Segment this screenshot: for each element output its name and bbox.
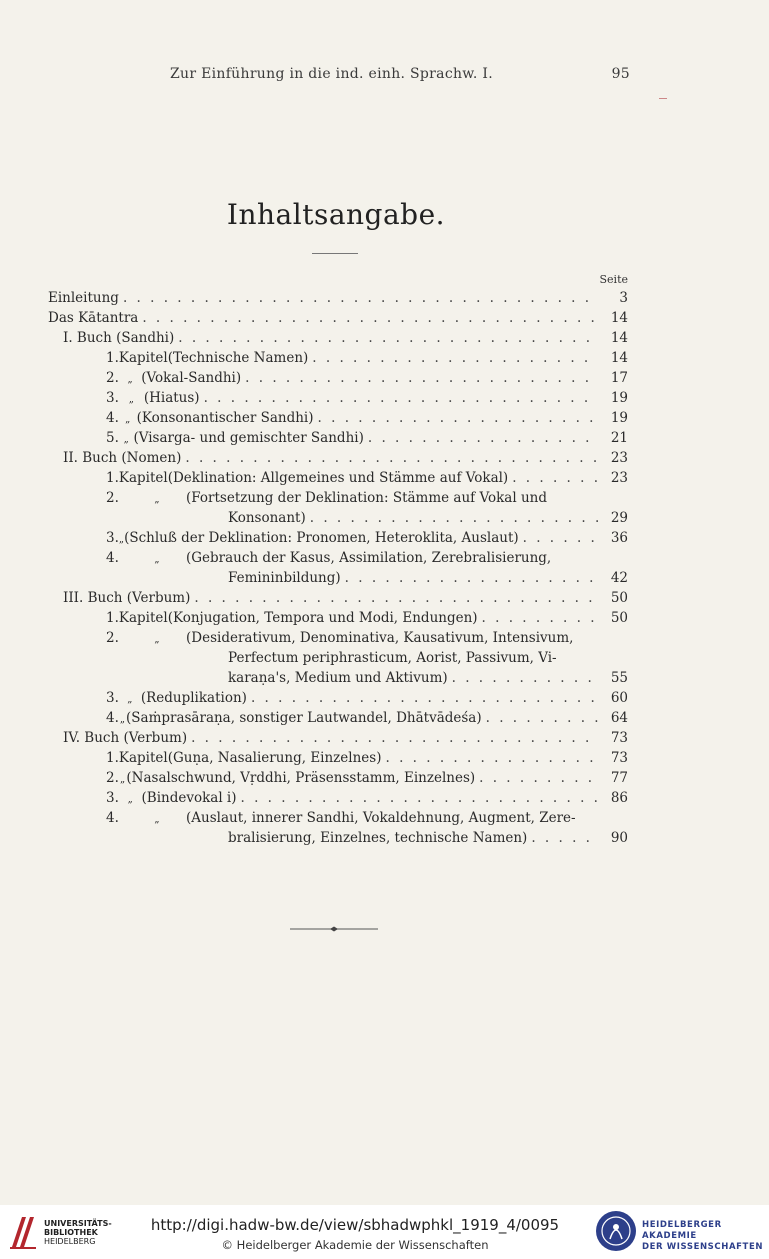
toc-page-number: 73 (610, 730, 628, 746)
toc-page-number: 60 (610, 690, 628, 706)
toc-entry (48, 448, 628, 468)
ditto-mark: „ (127, 794, 133, 805)
kapitel-word: Kapitel (118, 470, 168, 486)
toc-entry (48, 768, 628, 788)
toc-entry-label: (Desiderativum, Denominativa, Kausativum, Intensivum, (186, 630, 574, 646)
dot-leader (306, 508, 598, 528)
dot-leader (478, 608, 598, 628)
toc-entry (48, 708, 628, 728)
dot-leader (237, 788, 598, 808)
toc-entry-label: Konsonant) (228, 510, 306, 526)
ditto-mark: „ (118, 534, 125, 545)
dot-leader (508, 468, 598, 488)
toc-entry-label: (Konsonantischer Sandhi) (136, 410, 314, 426)
toc-entry-label: IV. Buch (Verbum) (63, 730, 188, 746)
chapter-number: 2. (106, 370, 119, 386)
toc-entry-label: Einleitung (48, 290, 119, 306)
kapitel-word: Kapitel (118, 750, 168, 766)
table-of-contents (48, 288, 628, 848)
toc-entry-label: (Nasalschwund, Vṛddhi, Präsensstamm, Einzelnes) (126, 770, 476, 786)
ditto-mark: „ (125, 414, 131, 425)
dot-leader (119, 288, 598, 308)
toc-entry-label: (Gebrauch der Kasus, Assimilation, Zerebralisierung, (186, 550, 552, 566)
toc-entry (48, 468, 628, 488)
dot-leader (181, 448, 598, 468)
toc-page-number: 14 (610, 310, 628, 326)
ditto-mark: „ (127, 694, 133, 705)
toc-page-number: 55 (610, 670, 628, 686)
chapter-number: 4. (106, 710, 119, 726)
dot-leader (174, 328, 598, 348)
toc-page-number: 14 (610, 350, 628, 366)
dot-leader (381, 748, 598, 768)
chapter-number: 3. (106, 790, 119, 806)
toc-entry (48, 348, 628, 368)
kapitel-word: Kapitel (118, 610, 168, 626)
academy-seal-icon (596, 1211, 636, 1251)
toc-entry (48, 508, 628, 528)
dot-leader (527, 828, 598, 848)
university-library-logo-icon (8, 1213, 38, 1251)
toc-entry (48, 548, 628, 568)
footer-bar (0, 1205, 769, 1259)
toc-entry (48, 368, 628, 388)
dot-leader (241, 368, 598, 388)
toc-entry-label: karaṇa's, Medium und Aktivum) (228, 670, 448, 686)
dot-leader (200, 388, 598, 408)
chapter-number: 3. (106, 390, 119, 406)
dot-leader (482, 708, 598, 728)
toc-entry (48, 728, 628, 748)
copyright-notice: © Heidelberger Akademie der Wissenschaften (221, 1238, 489, 1252)
page-number: 95 (611, 66, 630, 82)
dot-leader (190, 588, 598, 608)
toc-entry (48, 748, 628, 768)
toc-page-number: 90 (610, 830, 628, 846)
dot-leader (475, 768, 598, 788)
toc-entry-label: (Bindevokal i) (141, 790, 237, 806)
chapter-number: 1. (106, 350, 119, 366)
kapitel-word: Kapitel (118, 350, 168, 366)
toc-page-number: 23 (610, 450, 628, 466)
chapter-number: 1. (106, 470, 119, 486)
ditto-mark: „ (120, 774, 126, 785)
toc-page-number: 77 (610, 770, 628, 786)
chapter-number: 3. (106, 530, 119, 546)
toc-entry-label: (Vokal-Sandhi) (141, 370, 242, 386)
toc-entry (48, 788, 628, 808)
seite-label: Seite (599, 273, 628, 286)
ditto-mark: „ (154, 634, 160, 645)
toc-page-number: 50 (610, 590, 628, 606)
margin-mark (659, 98, 667, 99)
toc-entry (48, 428, 628, 448)
permalink-url[interactable]: http://digi.hadw-bw.de/view/sbhadwphkl_1919_4/0095 (150, 1216, 560, 1234)
toc-entry-label: Femininbildung) (228, 570, 341, 586)
toc-entry-label: Perfectum periphrasticum, Aorist, Passivum, Vi- (228, 650, 557, 666)
toc-entry-label: (Fortsetzung der Deklination: Stämme auf Vokal und (186, 490, 547, 506)
toc-entry (48, 648, 628, 668)
ditto-mark: „ (123, 434, 129, 445)
toc-entry (48, 608, 628, 628)
toc-entry (48, 688, 628, 708)
toc-page-number: 73 (610, 750, 628, 766)
toc-entry-label: (Konjugation, Tempora und Modi, Endungen) (167, 610, 478, 626)
university-library-name: UNIVERSITÄTS- BIBLIOTHEK HEIDELBERG (44, 1219, 112, 1246)
chapter-number: 1. (106, 610, 119, 626)
toc-entry (48, 488, 628, 508)
toc-entry (48, 568, 628, 588)
dot-leader (247, 688, 598, 708)
toc-page-number: 36 (610, 530, 628, 546)
dot-leader (448, 668, 598, 688)
dot-leader (519, 528, 598, 548)
chapter-number: 2. (106, 630, 119, 646)
toc-page-number: 19 (610, 410, 628, 426)
toc-entry-label: (Schluß der Deklination: Pronomen, Heteroklita, Auslaut) (124, 530, 519, 546)
toc-entry (48, 388, 628, 408)
ditto-mark: „ (128, 394, 134, 405)
chapter-number: 4. (106, 550, 119, 566)
title-rule (312, 253, 358, 254)
ditto-mark: „ (154, 494, 160, 505)
toc-entry (48, 288, 628, 308)
toc-entry-label: bralisierung, Einzelnes, technische Namen) (228, 830, 528, 846)
toc-entry-label: (Saṁprasāraṇa, sonstiger Lautwandel, Dhātvādeśa) (126, 710, 482, 726)
toc-page-number: 21 (610, 430, 628, 446)
dot-leader (364, 428, 598, 448)
toc-entry (48, 628, 628, 648)
toc-entry-label: II. Buch (Nomen) (63, 450, 182, 466)
toc-entry-label: Das Kātantra (48, 310, 139, 326)
toc-entry (48, 828, 628, 848)
toc-page-number: 14 (610, 330, 628, 346)
ditto-mark: „ (154, 554, 160, 565)
ditto-mark: „ (154, 814, 160, 825)
toc-entry-label: (Hiatus) (143, 390, 200, 406)
toc-entry-label: (Guṇa, Nasalierung, Einzelnes) (167, 750, 382, 766)
toc-entry (48, 408, 628, 428)
toc-entry-label: (Technische Namen) (167, 350, 309, 366)
toc-entry (48, 328, 628, 348)
toc-entry-label: III. Buch (Verbum) (63, 590, 191, 606)
chapter-number: 4. (106, 810, 119, 826)
ornament-divider (290, 926, 378, 932)
toc-entry (48, 588, 628, 608)
toc-page-number: 29 (610, 510, 628, 526)
chapter-number: 2. (106, 770, 119, 786)
chapter-number: 1. (106, 750, 119, 766)
ditto-mark: „ (119, 714, 126, 725)
chapter-number: 4. (106, 410, 119, 426)
toc-page-number: 17 (610, 370, 628, 386)
page-title: Inhaltsangabe. (226, 198, 446, 231)
dot-leader (308, 348, 598, 368)
running-title: Zur Einführung in die ind. einh. Sprachw. I. (170, 66, 493, 82)
toc-entry (48, 668, 628, 688)
toc-entry (48, 528, 628, 548)
toc-page-number: 50 (610, 610, 628, 626)
dot-leader (138, 308, 598, 328)
toc-entry-label: I. Buch (Sandhi) (63, 330, 175, 346)
dot-leader (341, 568, 598, 588)
toc-page-number: 19 (610, 390, 628, 406)
toc-page-number: 64 (610, 710, 628, 726)
toc-page-number: 42 (610, 570, 628, 586)
toc-entry-label: (Deklination: Allgemeines und Stämme auf Vokal) (167, 470, 509, 486)
toc-page-number: 23 (610, 470, 628, 486)
toc-page-number: 3 (619, 290, 628, 306)
toc-entry (48, 808, 628, 828)
toc-entry (48, 308, 628, 328)
toc-entry-label: (Visarga- und gemischter Sandhi) (133, 430, 364, 446)
chapter-number: 5. (106, 430, 119, 446)
toc-entry-label: (Reduplikation) (140, 690, 247, 706)
dot-leader (314, 408, 598, 428)
academy-name: HEIDELBERGER AKADEMIE DER WISSENSCHAFTEN (642, 1220, 764, 1252)
toc-entry-label: (Auslaut, innerer Sandhi, Vokaldehnung, Augment, Zere- (186, 810, 576, 826)
ditto-mark: „ (127, 374, 133, 385)
running-header (170, 66, 630, 82)
chapter-number: 2. (106, 490, 119, 506)
toc-page-number: 86 (610, 790, 628, 806)
chapter-number: 3. (106, 690, 119, 706)
dot-leader (187, 728, 598, 748)
